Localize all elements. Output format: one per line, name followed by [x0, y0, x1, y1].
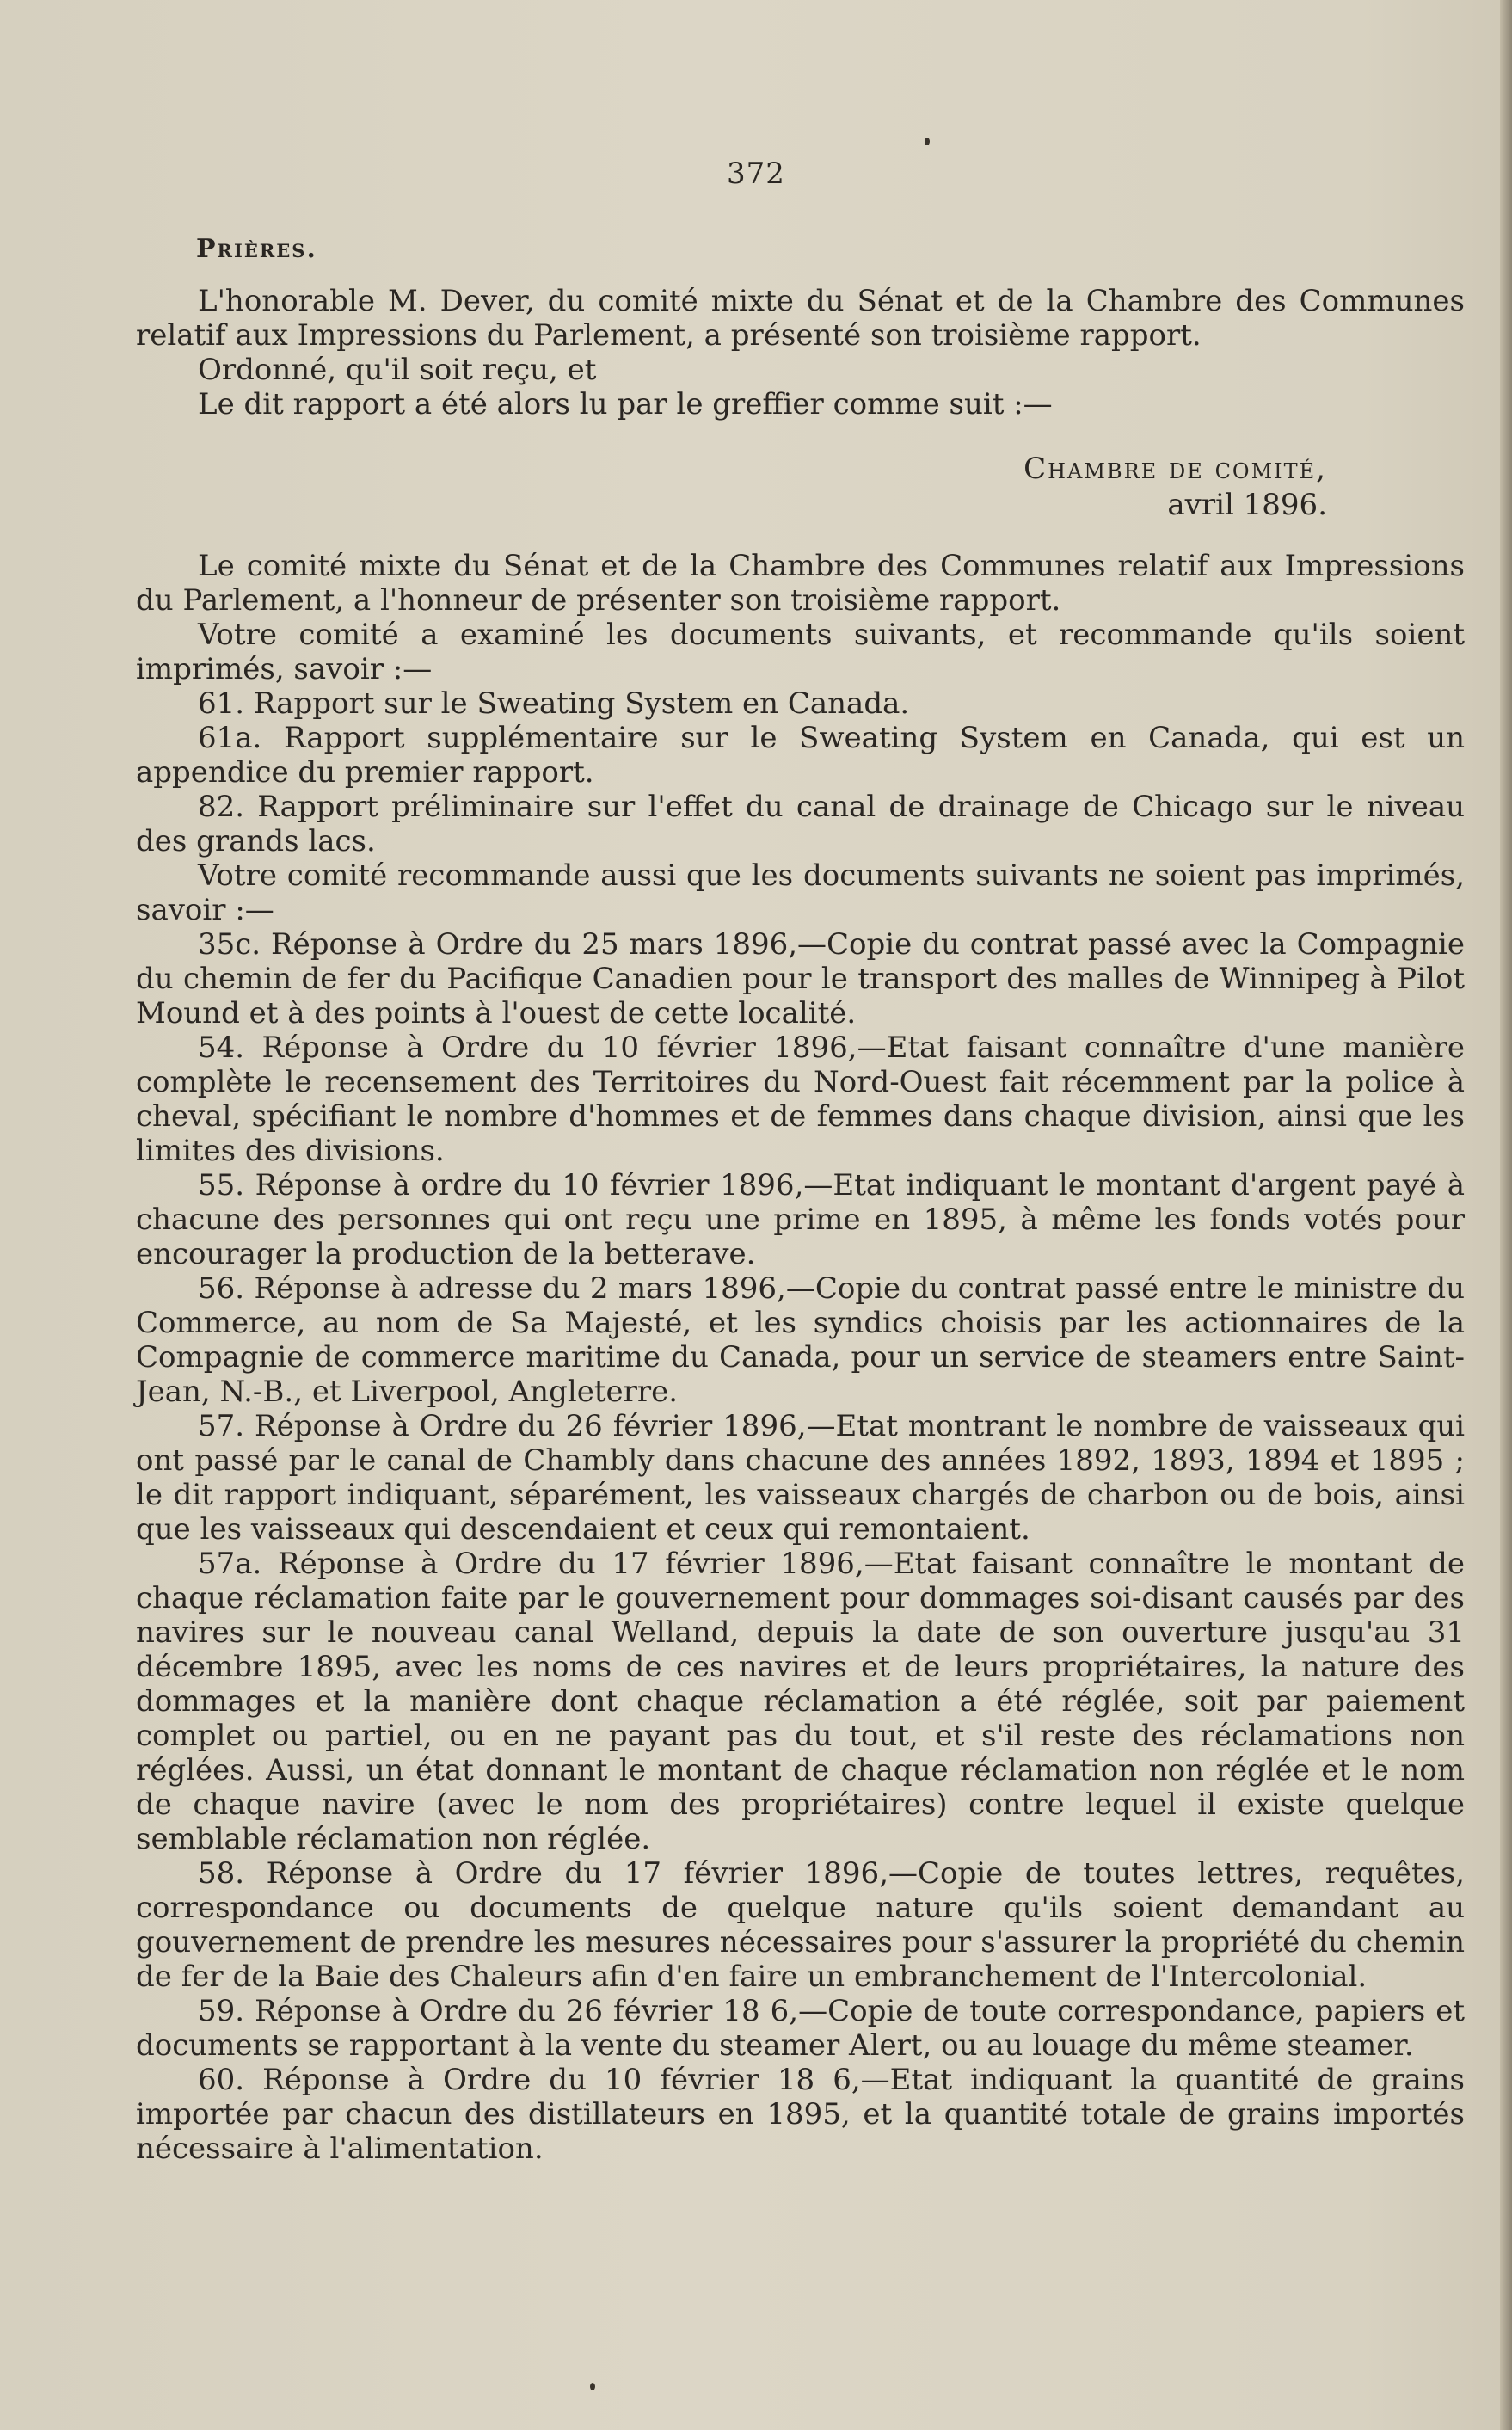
list-item: 55. Réponse à ordre du 10 février 1896,—Etat indiquant le montant d'argent payé à chacune des personnes qui ont reçu une prime en 1895, à même les fonds votés pour encourager la production de la betterave.	[136, 1168, 1465, 1271]
list-item: 59. Réponse à Ordre du 26 février 18 6,—Copie de toute correspondance, papiers et documents se rapportant à la vente du steamer Alert, ou au louage du même steamer.	[136, 1994, 1465, 2063]
document-text	[136, 284, 1465, 2166]
list-item: 56. Réponse à adresse du 2 mars 1896,—Copie du contrat passé entre le ministre du Commerce, au nom de Sa Majesté, et les syndics choisis par les actionnaires de la Compagnie de commerce maritime du Canada, pour un service de steamers entre Saint-Jean, N.-B., et Liverpool, Angleterre.	[136, 1271, 1465, 1409]
paragraph: Votre comité recommande aussi que les documents suivants ne soient pas imprimés, savoir :—	[136, 858, 1465, 927]
print-speck	[590, 2383, 595, 2390]
list-item: 54. Réponse à Ordre du 10 février 1896,—Etat faisant connaître d'une manière complète le recensement des Territoires du Nord-Ouest fait récemment par la police à cheval, spécifiant le nombre d'hommes et de femmes dans chaque division, ainsi que les limites des divisions.	[136, 1030, 1465, 1168]
print-speck	[925, 138, 930, 145]
list-item: 58. Réponse à Ordre du 17 février 1896,—Copie de toutes lettres, requêtes, correspondance ou documents de quelque nature qu'ils soient demandant au gouvernement de prendre les mesures nécessaires pour s'assurer la propriété du chemin de fer de la Baie des Chaleurs afin d'en faire un embranchement de l'Intercolonial.	[136, 1856, 1465, 1994]
list-item: 57. Réponse à Ordre du 26 février 1896,—Etat montrant le nombre de vaisseaux qui ont passé par le canal de Chambly dans chacune des années 1892, 1893, 1894 et 1895 ; le dit rapport indiquant, séparément, les vaisseaux chargés de charbon ou de bois, ainsi que les vaisseaux qui descendaient et ceux qui remontaient.	[136, 1409, 1465, 1547]
paragraph: Ordonné, qu'il soit reçu, et	[198, 353, 597, 387]
paragraph: Le comité mixte du Sénat et de la Chambre des Communes relatif aux Impressions du Parlement, a l'honneur de présenter son troisième rapport.	[136, 549, 1465, 618]
paragraph: Le dit rapport a été alors lu par le greffier comme suit :—	[198, 387, 1053, 421]
section-heading: Prières.	[196, 234, 317, 264]
list-item: 61a. Rapport supplémentaire sur le Sweating System en Canada, qui est un appendice du premier rapport.	[136, 721, 1465, 790]
list-item: 61. Rapport sur le Sweating System en Canada.	[198, 686, 910, 721]
signature-date: avril 1896.	[1167, 488, 1327, 522]
signature-title: Chambre de comité,	[1023, 452, 1327, 486]
paragraph: L'honorable M. Dever, du comité mixte du Sénat et de la Chambre des Communes relatif aux Impressions du Parlement, a présenté son troisième rapport.	[136, 284, 1465, 353]
paragraph: Votre comité a examiné les documents suivants, et recommande qu'ils soient imprimés, savoir :—	[136, 618, 1465, 686]
list-item: 82. Rapport préliminaire sur l'effet du canal de drainage de Chicago sur le niveau des grands lacs.	[136, 790, 1465, 858]
page-number: 372	[727, 157, 785, 191]
list-item: 57a. Réponse à Ordre du 17 février 1896,—Etat faisant connaître le montant de chaque réclamation faite par le gouvernement pour dommages soi-disant causés par des navires sur le nouveau canal Welland, depuis la date de son ouverture jusqu'au 31 décembre 1895, avec les noms de ces navires et de leurs propriétaires, la nature des dommages et la manière dont chaque réclamation a été réglée, soit par paiement complet ou partiel, ou en ne payant pas du tout, et s'il reste des réclamations non réglées. Aussi, un état donnant le montant de chaque réclamation non réglée et le nom de chaque navire (avec le nom des propriétaires) contre lequel il existe quelque semblable réclamation non réglée.	[136, 1547, 1465, 1856]
page-edge-shadow	[1500, 0, 1512, 2430]
list-item: 60. Réponse à Ordre du 10 février 18 6,—Etat indiquant la quantité de grains importée par chacun des distillateurs en 1895, et la quantité totale de grains importés nécessaire à l'alimentation.	[136, 2063, 1465, 2166]
list-item: 35c. Réponse à Ordre du 25 mars 1896,—Copie du contrat passé avec la Compagnie du chemin de fer du Pacifique Canadien pour le transport des malles de Winnipeg à Pilot Mound et à des points à l'ouest de cette localité.	[136, 927, 1465, 1030]
committee-signature	[136, 451, 1465, 523]
